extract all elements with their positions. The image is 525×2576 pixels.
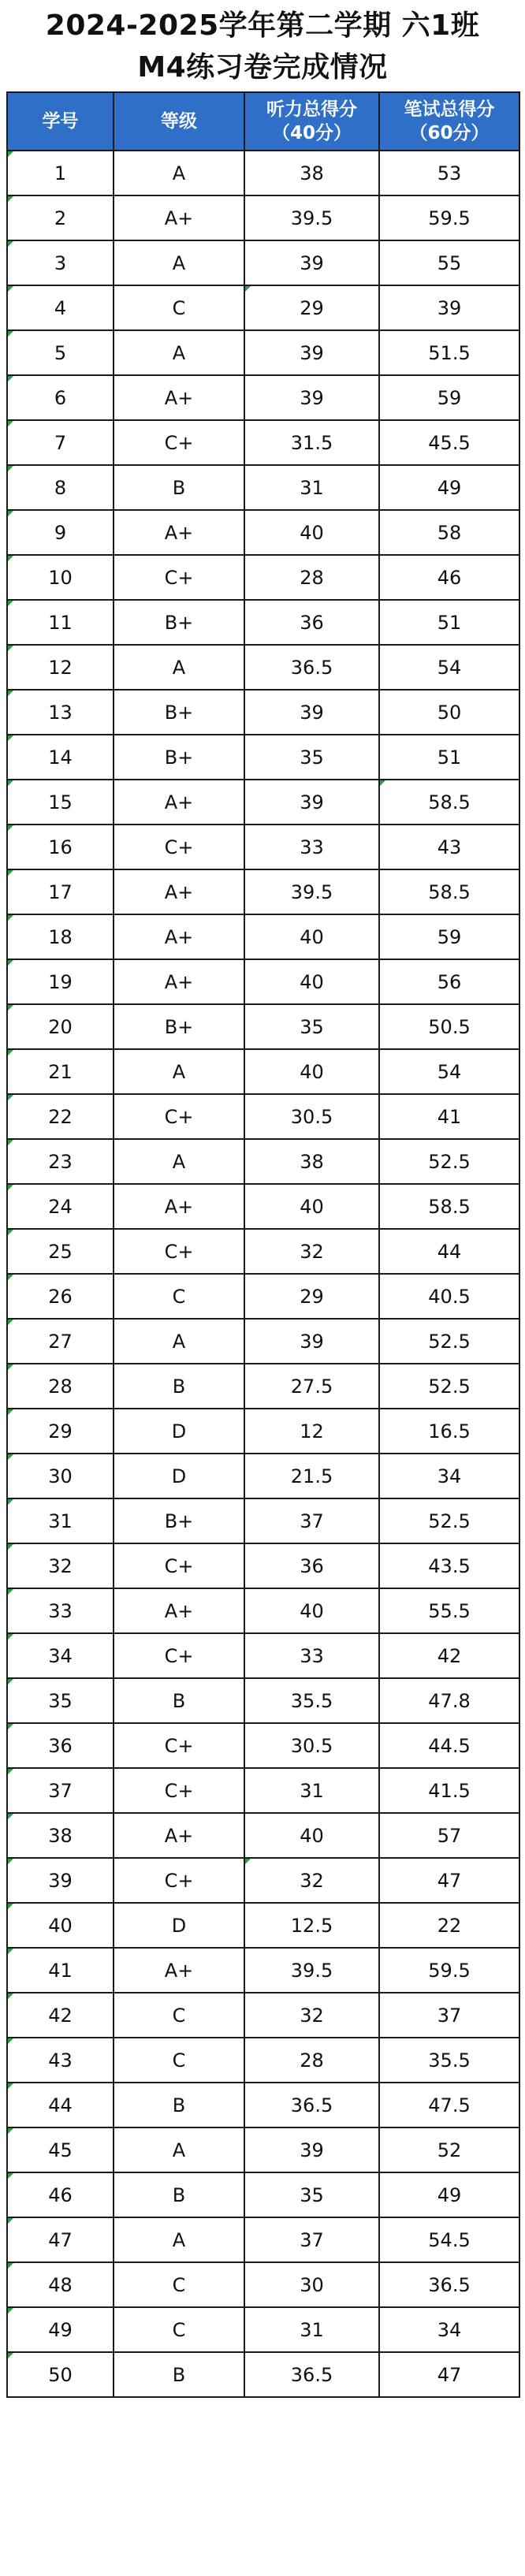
written-score-cell: 58.5 [379, 780, 519, 825]
grade-cell: C [114, 2262, 244, 2307]
table-row [7, 195, 519, 240]
table-row [7, 1723, 519, 1768]
student-id-cell: 28 [7, 1364, 114, 1409]
table-row [7, 1543, 519, 1588]
listening-score-cell: 29 [244, 1274, 379, 1319]
written-score-cell: 34 [379, 1454, 519, 1498]
student-id-cell: 7 [7, 420, 114, 465]
written-score-cell: 43 [379, 825, 519, 869]
page-title [6, 5, 519, 88]
grade-cell: A [114, 1319, 244, 1364]
grade-cell: A [114, 240, 244, 285]
table-row [7, 151, 519, 195]
written-score-cell: 36.5 [379, 2262, 519, 2307]
grade-cell: A [114, 330, 244, 375]
table-row [7, 1768, 519, 1813]
written-score-cell: 51 [379, 735, 519, 780]
grade-cell: A [114, 2217, 244, 2262]
student-id-cell: 16 [7, 825, 114, 869]
student-id-cell: 31 [7, 1498, 114, 1543]
written-score-cell: 58 [379, 510, 519, 555]
student-id-cell: 46 [7, 2172, 114, 2217]
listening-score-cell: 35 [244, 2172, 379, 2217]
header-grade [114, 92, 244, 151]
table-row [7, 1139, 519, 1184]
table-row [7, 1993, 519, 2038]
written-score-cell: 58.5 [379, 869, 519, 914]
header-row [7, 92, 519, 151]
written-score-cell: 47 [379, 1858, 519, 1903]
table-row [7, 330, 519, 375]
listening-score-cell: 40 [244, 510, 379, 555]
grade-cell: B [114, 2172, 244, 2217]
student-id-cell: 14 [7, 735, 114, 780]
written-score-cell: 51.5 [379, 330, 519, 375]
table-row [7, 2172, 519, 2217]
grade-cell: B+ [114, 1004, 244, 1049]
listening-score-cell: 27.5 [244, 1364, 379, 1409]
student-id-cell: 19 [7, 959, 114, 1004]
table-row [7, 240, 519, 285]
student-id-cell: 45 [7, 2127, 114, 2172]
student-id-cell: 43 [7, 2038, 114, 2083]
written-score-cell: 44.5 [379, 1723, 519, 1768]
listening-score-cell: 30.5 [244, 1723, 379, 1768]
written-score-cell: 49 [379, 2172, 519, 2217]
listening-score-cell: 35 [244, 1004, 379, 1049]
table-row [7, 375, 519, 420]
student-id-cell: 4 [7, 285, 114, 330]
listening-score-cell: 32 [244, 1229, 379, 1274]
table-row [7, 1588, 519, 1633]
table-row [7, 1049, 519, 1094]
student-id-cell: 3 [7, 240, 114, 285]
written-score-cell: 49 [379, 465, 519, 510]
grade-cell: B [114, 1364, 244, 1409]
grade-cell: C [114, 2038, 244, 2083]
written-score-cell: 41.5 [379, 1768, 519, 1813]
table-row [7, 735, 519, 780]
header-listening-label: 听力总得分 [266, 99, 357, 120]
written-score-cell: 59.5 [379, 1948, 519, 1993]
written-score-cell: 16.5 [379, 1409, 519, 1454]
table-row [7, 510, 519, 555]
grade-cell: A [114, 151, 244, 195]
listening-score-cell: 39 [244, 1319, 379, 1364]
grade-cell: B [114, 2083, 244, 2127]
listening-score-cell: 36 [244, 600, 379, 645]
written-score-cell: 35.5 [379, 2038, 519, 2083]
student-id-cell: 27 [7, 1319, 114, 1364]
listening-score-cell: 36 [244, 1543, 379, 1588]
student-id-cell: 29 [7, 1409, 114, 1454]
table-row [7, 914, 519, 959]
table-row [7, 1409, 519, 1454]
listening-score-cell: 32 [244, 1858, 379, 1903]
written-score-cell: 47.8 [379, 1678, 519, 1723]
written-score-cell: 59.5 [379, 195, 519, 240]
grade-cell: C+ [114, 1633, 244, 1678]
listening-score-cell: 21.5 [244, 1454, 379, 1498]
listening-score-cell: 39.5 [244, 869, 379, 914]
table-row [7, 2217, 519, 2262]
written-score-cell: 34 [379, 2307, 519, 2352]
grade-cell: C+ [114, 420, 244, 465]
grade-cell: A+ [114, 375, 244, 420]
written-score-cell: 56 [379, 959, 519, 1004]
written-score-cell: 39 [379, 285, 519, 330]
student-id-cell: 8 [7, 465, 114, 510]
student-id-cell: 38 [7, 1813, 114, 1858]
student-id-cell: 33 [7, 1588, 114, 1633]
listening-score-cell: 39 [244, 780, 379, 825]
written-score-cell: 22 [379, 1903, 519, 1948]
grade-cell: D [114, 1409, 244, 1454]
listening-score-cell: 12.5 [244, 1903, 379, 1948]
listening-score-cell: 39 [244, 375, 379, 420]
written-score-cell: 50.5 [379, 1004, 519, 1049]
grade-cell: B+ [114, 1498, 244, 1543]
written-score-cell: 41 [379, 1094, 519, 1139]
listening-score-cell: 35 [244, 735, 379, 780]
table-row [7, 2262, 519, 2307]
grade-cell: B [114, 465, 244, 510]
table-row [7, 1948, 519, 1993]
table-row [7, 1004, 519, 1049]
listening-score-cell: 40 [244, 1813, 379, 1858]
table-body [7, 151, 519, 2397]
written-score-cell: 40.5 [379, 1274, 519, 1319]
student-id-cell: 23 [7, 1139, 114, 1184]
table-row [7, 1678, 519, 1723]
grade-cell: C+ [114, 1543, 244, 1588]
title-line-2: M4练习卷完成情况 [137, 51, 388, 84]
table-row [7, 555, 519, 600]
header-written-max: （60分） [409, 123, 490, 143]
written-score-cell: 58.5 [379, 1184, 519, 1229]
listening-score-cell: 40 [244, 1049, 379, 1094]
student-id-cell: 32 [7, 1543, 114, 1588]
grade-cell: C+ [114, 1858, 244, 1903]
table-header [7, 92, 519, 151]
grade-cell: C+ [114, 825, 244, 869]
grade-cell: A+ [114, 780, 244, 825]
written-score-cell: 37 [379, 1993, 519, 2038]
header-written-label: 笔试总得分 [404, 99, 495, 120]
listening-score-cell: 30 [244, 2262, 379, 2307]
grade-cell: A+ [114, 1184, 244, 1229]
written-score-cell: 57 [379, 1813, 519, 1858]
listening-score-cell: 32 [244, 1993, 379, 2038]
table-row [7, 1903, 519, 1948]
table-row [7, 600, 519, 645]
listening-score-cell: 28 [244, 555, 379, 600]
student-id-cell: 37 [7, 1768, 114, 1813]
written-score-cell: 55.5 [379, 1588, 519, 1633]
written-score-cell: 45.5 [379, 420, 519, 465]
written-score-cell: 59 [379, 914, 519, 959]
written-score-cell: 52 [379, 2127, 519, 2172]
written-score-cell: 50 [379, 690, 519, 735]
listening-score-cell: 39 [244, 330, 379, 375]
student-id-cell: 15 [7, 780, 114, 825]
table-row [7, 2352, 519, 2397]
table-row [7, 2038, 519, 2083]
student-id-cell: 24 [7, 1184, 114, 1229]
table-row [7, 959, 519, 1004]
table-row [7, 1184, 519, 1229]
grade-cell: B+ [114, 690, 244, 735]
grade-cell: A [114, 645, 244, 690]
table-row [7, 1094, 519, 1139]
header-student-id-label: 学号 [42, 111, 79, 132]
grade-cell: A [114, 1139, 244, 1184]
header-grade-label: 等级 [161, 111, 197, 132]
written-score-cell: 55 [379, 240, 519, 285]
table-row [7, 1274, 519, 1319]
grade-cell: A+ [114, 1813, 244, 1858]
table-row [7, 1498, 519, 1543]
grade-cell: C [114, 2307, 244, 2352]
grade-cell: A+ [114, 869, 244, 914]
grade-cell: D [114, 1903, 244, 1948]
written-score-cell: 53 [379, 151, 519, 195]
table-row [7, 285, 519, 330]
grade-cell: A+ [114, 1588, 244, 1633]
listening-score-cell: 39.5 [244, 195, 379, 240]
listening-score-cell: 38 [244, 151, 379, 195]
grade-cell: A+ [114, 510, 244, 555]
student-id-cell: 1 [7, 151, 114, 195]
table-row [7, 869, 519, 914]
student-id-cell: 2 [7, 195, 114, 240]
listening-score-cell: 33 [244, 1633, 379, 1678]
written-score-cell: 52.5 [379, 1139, 519, 1184]
grade-cell: D [114, 1454, 244, 1498]
grade-cell: A+ [114, 959, 244, 1004]
listening-score-cell: 39 [244, 240, 379, 285]
written-score-cell: 44 [379, 1229, 519, 1274]
grade-cell: C+ [114, 1768, 244, 1813]
written-score-cell: 52.5 [379, 1498, 519, 1543]
table-row [7, 780, 519, 825]
grade-cell: C+ [114, 1723, 244, 1768]
score-table [6, 91, 520, 2398]
table-row [7, 465, 519, 510]
listening-score-cell: 35.5 [244, 1678, 379, 1723]
student-id-cell: 48 [7, 2262, 114, 2307]
student-id-cell: 30 [7, 1454, 114, 1498]
student-id-cell: 39 [7, 1858, 114, 1903]
written-score-cell: 52.5 [379, 1319, 519, 1364]
listening-score-cell: 36.5 [244, 2083, 379, 2127]
student-id-cell: 34 [7, 1633, 114, 1678]
table-row [7, 1633, 519, 1678]
student-id-cell: 11 [7, 600, 114, 645]
student-id-cell: 12 [7, 645, 114, 690]
student-id-cell: 17 [7, 869, 114, 914]
listening-score-cell: 29 [244, 285, 379, 330]
grade-cell: C+ [114, 555, 244, 600]
student-id-cell: 41 [7, 1948, 114, 1993]
written-score-cell: 47 [379, 2352, 519, 2397]
student-id-cell: 36 [7, 1723, 114, 1768]
listening-score-cell: 40 [244, 959, 379, 1004]
listening-score-cell: 31 [244, 465, 379, 510]
grade-cell: A [114, 1049, 244, 1094]
student-id-cell: 9 [7, 510, 114, 555]
grade-cell: B+ [114, 600, 244, 645]
grade-cell: B+ [114, 735, 244, 780]
student-id-cell: 44 [7, 2083, 114, 2127]
grade-cell: B [114, 1678, 244, 1723]
written-score-cell: 54 [379, 645, 519, 690]
table-row [7, 1454, 519, 1498]
listening-score-cell: 37 [244, 1498, 379, 1543]
table-row [7, 2307, 519, 2352]
listening-score-cell: 39 [244, 690, 379, 735]
written-score-cell: 52.5 [379, 1364, 519, 1409]
student-id-cell: 20 [7, 1004, 114, 1049]
header-listening-score [244, 92, 379, 151]
grade-cell: A [114, 2127, 244, 2172]
header-student-id [7, 92, 114, 151]
table-row [7, 825, 519, 869]
grade-cell: C [114, 1993, 244, 2038]
listening-score-cell: 30.5 [244, 1094, 379, 1139]
listening-score-cell: 40 [244, 914, 379, 959]
written-score-cell: 47.5 [379, 2083, 519, 2127]
table-row [7, 1858, 519, 1903]
grade-cell: A+ [114, 1948, 244, 1993]
student-id-cell: 49 [7, 2307, 114, 2352]
written-score-cell: 54 [379, 1049, 519, 1094]
student-id-cell: 50 [7, 2352, 114, 2397]
grade-cell: A+ [114, 195, 244, 240]
written-score-cell: 51 [379, 600, 519, 645]
listening-score-cell: 31.5 [244, 420, 379, 465]
table-row [7, 2083, 519, 2127]
header-listening-max: （40分） [271, 123, 352, 143]
listening-score-cell: 12 [244, 1409, 379, 1454]
student-id-cell: 18 [7, 914, 114, 959]
listening-score-cell: 39 [244, 2127, 379, 2172]
student-id-cell: 13 [7, 690, 114, 735]
grade-cell: C+ [114, 1094, 244, 1139]
table-row [7, 1229, 519, 1274]
listening-score-cell: 28 [244, 2038, 379, 2083]
listening-score-cell: 33 [244, 825, 379, 869]
table-row [7, 1364, 519, 1409]
written-score-cell: 46 [379, 555, 519, 600]
listening-score-cell: 31 [244, 1768, 379, 1813]
header-written-score [379, 92, 519, 151]
title-line-1: 2024-2025学年第二学期 六1班 [45, 9, 480, 42]
table-row [7, 645, 519, 690]
listening-score-cell: 38 [244, 1139, 379, 1184]
listening-score-cell: 31 [244, 2307, 379, 2352]
student-id-cell: 35 [7, 1678, 114, 1723]
listening-score-cell: 39.5 [244, 1948, 379, 1993]
table-row [7, 420, 519, 465]
grade-cell: A+ [114, 914, 244, 959]
student-id-cell: 21 [7, 1049, 114, 1094]
grade-cell: B [114, 2352, 244, 2397]
written-score-cell: 43.5 [379, 1543, 519, 1588]
table-row [7, 2127, 519, 2172]
student-id-cell: 22 [7, 1094, 114, 1139]
grade-cell: C+ [114, 1229, 244, 1274]
listening-score-cell: 40 [244, 1184, 379, 1229]
student-id-cell: 26 [7, 1274, 114, 1319]
written-score-cell: 42 [379, 1633, 519, 1678]
student-id-cell: 42 [7, 1993, 114, 2038]
written-score-cell: 54.5 [379, 2217, 519, 2262]
listening-score-cell: 40 [244, 1588, 379, 1633]
written-score-cell: 59 [379, 375, 519, 420]
table-row [7, 1319, 519, 1364]
student-id-cell: 5 [7, 330, 114, 375]
listening-score-cell: 36.5 [244, 645, 379, 690]
student-id-cell: 40 [7, 1903, 114, 1948]
listening-score-cell: 36.5 [244, 2352, 379, 2397]
listening-score-cell: 37 [244, 2217, 379, 2262]
student-id-cell: 10 [7, 555, 114, 600]
student-id-cell: 25 [7, 1229, 114, 1274]
grade-cell: C [114, 1274, 244, 1319]
student-id-cell: 47 [7, 2217, 114, 2262]
grade-cell: C [114, 285, 244, 330]
table-row [7, 1813, 519, 1858]
table-row [7, 690, 519, 735]
student-id-cell: 6 [7, 375, 114, 420]
